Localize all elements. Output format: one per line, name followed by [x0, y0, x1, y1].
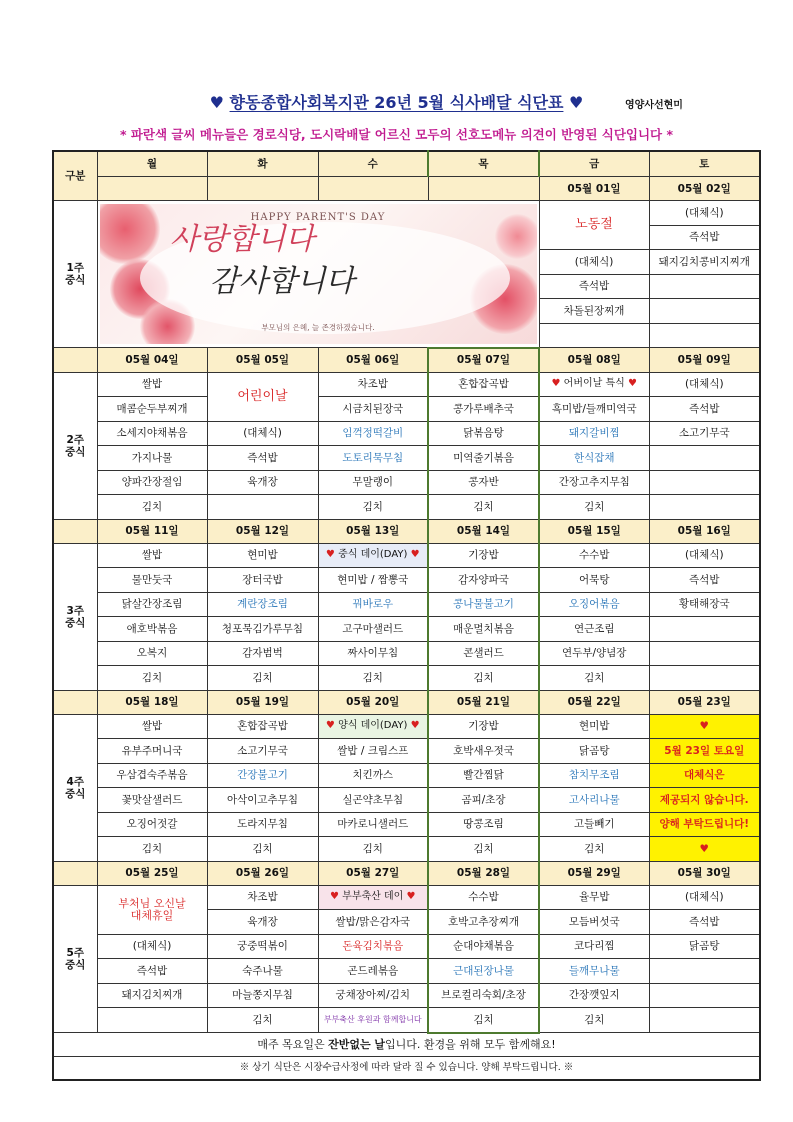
menu-item: 궁중떡볶이 [207, 934, 318, 959]
date-spacer [53, 348, 97, 373]
menu-item: 감자범벅 [207, 641, 318, 666]
menu-item: 현미밥 / 짬뽕국 [318, 568, 428, 593]
menu-item: (대체식) [649, 885, 760, 910]
menu-item: 오징어볶음 [539, 592, 649, 617]
footer-disclaimer: ※ 상기 식단은 시장수급사정에 따라 달라 질 수 있습니다. 양해 부탁드립니다. ※ [53, 1056, 760, 1080]
menu-item: (대체식) [539, 250, 649, 275]
date-cell [318, 177, 428, 201]
menu-item [97, 1008, 207, 1033]
menu-item: 육개장 [207, 470, 318, 495]
menu-item: 김치 [207, 666, 318, 691]
menu-item: 김치 [428, 666, 539, 691]
date-cell: 05월 23일 [649, 690, 760, 714]
menu-item: 김치 [539, 837, 649, 862]
week-label: 5주 중식 [53, 885, 97, 1033]
menu-item: 근대된장나물 [428, 959, 539, 984]
menu-item: 즉석밥 [539, 274, 649, 299]
menu-item: 닭살간장조림 [97, 592, 207, 617]
menu-item: 호박새우젓국 [428, 739, 539, 764]
menu-item: 호박고추장찌개 [428, 910, 539, 935]
date-cell: 05월 02일 [649, 177, 760, 201]
menu-item: 실곤약초무침 [318, 788, 428, 813]
menu-item: 브로컬리숙회/초장 [428, 983, 539, 1008]
week-label: 1주 중식 [53, 201, 97, 348]
date-cell: 05월 08일 [539, 348, 649, 373]
menu-item: 고구마샐러드 [318, 617, 428, 642]
menu-item: 고사리나물 [539, 788, 649, 813]
menu-item: 모듬버섯국 [539, 910, 649, 935]
menu-item: 차조밥 [318, 372, 428, 397]
header-day-wed: 수 [318, 151, 428, 177]
menu-item: 유부주머니국 [97, 739, 207, 764]
date-cell: 05월 16일 [649, 519, 760, 543]
date-cell: 05월 13일 [318, 519, 428, 543]
menu-item: 김치 [318, 837, 428, 862]
menu-item: (대체식) [97, 934, 207, 959]
menu-item: 닭볶음탕 [428, 421, 539, 446]
menu-item: 기장밥 [428, 543, 539, 568]
date-cell [207, 177, 318, 201]
date-cell: 05월 07일 [428, 348, 539, 373]
menu-item: 즉석밥 [649, 568, 760, 593]
menu-item: 콘샐러드 [428, 641, 539, 666]
menu-item: 김치 [428, 495, 539, 520]
menu-item: 간장불고기 [207, 763, 318, 788]
menu-item: 닭곰탕 [539, 739, 649, 764]
menu-item [649, 617, 760, 642]
menu-item: 순대야채볶음 [428, 934, 539, 959]
menu-item: 짜사이무침 [318, 641, 428, 666]
menu-item: 차조밥 [207, 885, 318, 910]
menu-item [649, 274, 760, 299]
menu-item: (대체식) [649, 543, 760, 568]
menu-item: 빨간찜닭 [428, 763, 539, 788]
menu-item: 김치 [97, 837, 207, 862]
date-cell: 05월 28일 [428, 861, 539, 885]
menu-item [649, 1008, 760, 1033]
menu-item: 오징어젓갈 [97, 812, 207, 837]
menu-item: (대체식) [649, 201, 760, 226]
menu-item: 애호박볶음 [97, 617, 207, 642]
menu-item: 혼합잡곡밥 [428, 372, 539, 397]
menu-item: 연두부/양념장 [539, 641, 649, 666]
menu-item: 혼합잡곡밥 [207, 714, 318, 739]
menu-item: 궁채장아찌/김치 [318, 983, 428, 1008]
date-cell: 05월 12일 [207, 519, 318, 543]
heart-icon: ♥ [569, 93, 584, 112]
date-cell: 05월 27일 [318, 861, 428, 885]
date-cell: 05월 05일 [207, 348, 318, 373]
menu-item: 코다리찜 [539, 934, 649, 959]
menu-item [649, 446, 760, 471]
menu-item: 김치 [428, 837, 539, 862]
date-cell: 05월 09일 [649, 348, 760, 373]
menu-item: 양파간장절임 [97, 470, 207, 495]
menu-item [649, 959, 760, 984]
menu-item [649, 495, 760, 520]
menu-item: 간장깻잎지 [539, 983, 649, 1008]
heart-icon: ♥ [649, 837, 760, 862]
date-cell: 05월 04일 [97, 348, 207, 373]
subtitle: * 파란색 글씨 메뉴들은 경로식당, 도시락배달 어르신 모두의 선호도메뉴 의견이 반영된 식단입니다 * [119, 127, 674, 142]
menu-item: 수수밥 [539, 543, 649, 568]
menu-item: 땅콩조림 [428, 812, 539, 837]
special-day-label: ♥ 양식 데이(DAY) ♥ [318, 714, 428, 739]
menu-item: 매운멸치볶음 [428, 617, 539, 642]
menu-item: 도라지무침 [207, 812, 318, 837]
header-day-sat: 토 [649, 151, 760, 177]
menu-item: 치킨까스 [318, 763, 428, 788]
week-label: 3주 중식 [53, 543, 97, 690]
menu-item: 물만둣국 [97, 568, 207, 593]
date-cell: 05월 06일 [318, 348, 428, 373]
week-label: 4주 중식 [53, 714, 97, 861]
menu-item: 황태해장국 [649, 592, 760, 617]
date-cell: 05월 29일 [539, 861, 649, 885]
menu-item: 즉석밥 [649, 225, 760, 250]
banner-foot: 부모님의 은혜, 늘 존경하겠습니다. [261, 322, 375, 332]
menu-item: 현미밥 [207, 543, 318, 568]
menu-item: 소세지야채볶음 [97, 421, 207, 446]
menu-item: 돼지갈비찜 [539, 421, 649, 446]
menu-item: 김치 [97, 666, 207, 691]
menu-item: 현미밥 [539, 714, 649, 739]
menu-item: 가지나물 [97, 446, 207, 471]
special-day-label: ♥ 부부축산 데이 ♥ [318, 885, 428, 910]
menu-item: 콩나물불고기 [428, 592, 539, 617]
menu-item: 들깨무나물 [539, 959, 649, 984]
menu-item: 콩자반 [428, 470, 539, 495]
header-day-fri: 금 [539, 151, 649, 177]
menu-item: 연근조림 [539, 617, 649, 642]
week-label: 2주 중식 [53, 372, 97, 519]
menu-item: 김치 [318, 495, 428, 520]
date-cell: 05월 25일 [97, 861, 207, 885]
menu-item: 흑미밥/들깨미역국 [539, 397, 649, 422]
menu-item: (대체식) [207, 421, 318, 446]
date-cell: 05월 30일 [649, 861, 760, 885]
menu-item: 꿔바로우 [318, 592, 428, 617]
date-spacer [53, 861, 97, 885]
menu-item: 즉석밥 [207, 446, 318, 471]
heart-icon: ♥ [209, 93, 224, 112]
banner-line1: 사랑합니다 [169, 221, 315, 257]
menu-item: 김치 [539, 495, 649, 520]
menu-item: 오복지 [97, 641, 207, 666]
header-day-thu: 목 [428, 151, 539, 177]
menu-item: 마카로니샐러드 [318, 812, 428, 837]
menu-item [649, 641, 760, 666]
menu-item: 김치 [97, 495, 207, 520]
menu-item: 김치 [207, 1008, 318, 1033]
menu-item: 김치 [318, 666, 428, 691]
menu-item: 참치무조림 [539, 763, 649, 788]
menu-item: 수수밥 [428, 885, 539, 910]
menu-item: 장터국밥 [207, 568, 318, 593]
menu-item [649, 983, 760, 1008]
menu-item [207, 495, 318, 520]
notice-text: 대체식은 [649, 763, 760, 788]
menu-item: 쌀밥 [97, 714, 207, 739]
menu-item: 곤드레볶음 [318, 959, 428, 984]
menu-item: 소고기무국 [649, 421, 760, 446]
menu-item: 한식잡채 [539, 446, 649, 471]
footer-notice: 매주 목요일은 잔반없는 날입니다. 환경을 위해 모두 함께해요! [53, 1033, 760, 1057]
menu-item: 돼지김치찌개 [97, 983, 207, 1008]
menu-item: 계란장조림 [207, 592, 318, 617]
banner-line2: 감사합니다 [209, 263, 355, 299]
date-cell: 05월 01일 [539, 177, 649, 201]
date-cell: 05월 15일 [539, 519, 649, 543]
menu-item: 무말랭이 [318, 470, 428, 495]
date-cell: 05월 18일 [97, 690, 207, 714]
menu-item: 기장밥 [428, 714, 539, 739]
menu-item: 곰피/초장 [428, 788, 539, 813]
special-day-label: ♥ 어버이날 특식 ♥ [539, 372, 649, 397]
holiday-label: 노동절 [539, 201, 649, 250]
menu-item: 콩가루배추국 [428, 397, 539, 422]
menu-item: 고들빼기 [539, 812, 649, 837]
menu-item: 쌀밥/맑은감자국 [318, 910, 428, 935]
date-cell: 05월 21일 [428, 690, 539, 714]
special-day-label: ♥ 중식 데이(DAY) ♥ [318, 543, 428, 568]
date-spacer [53, 519, 97, 543]
date-cell [428, 177, 539, 201]
menu-item: 돼지김치콩비지찌개 [649, 250, 760, 275]
menu-item: 즉석밥 [649, 397, 760, 422]
notice-text: 5월 23일 토요일 [649, 739, 760, 764]
menu-item: 숙주나물 [207, 959, 318, 984]
date-spacer [53, 690, 97, 714]
menu-item: 꽃맛살샐러드 [97, 788, 207, 813]
menu-item: 도토리묵무침 [318, 446, 428, 471]
menu-item: 마늘쫑지무침 [207, 983, 318, 1008]
menu-item: 임꺽정떡갈비 [318, 421, 428, 446]
menu-item: 육개장 [207, 910, 318, 935]
menu-item: 차돌된장찌개 [539, 299, 649, 324]
menu-item: 어묵탕 [539, 568, 649, 593]
menu-item: 김치 [539, 666, 649, 691]
menu-item: 쌀밥 [97, 372, 207, 397]
menu-item: 간장고추지무침 [539, 470, 649, 495]
menu-item: 소고기무국 [207, 739, 318, 764]
menu-item: 율무밥 [539, 885, 649, 910]
parents-day-banner [97, 201, 539, 348]
menu-item: 즉석밥 [97, 959, 207, 984]
header-gubun: 구분 [53, 151, 97, 201]
menu-item [649, 470, 760, 495]
date-cell: 05월 26일 [207, 861, 318, 885]
date-cell: 05월 11일 [97, 519, 207, 543]
menu-item [649, 323, 760, 348]
date-cell: 05월 19일 [207, 690, 318, 714]
menu-item: 감자양파국 [428, 568, 539, 593]
menu-item: 미역줄기볶음 [428, 446, 539, 471]
notice-text: 양해 부탁드립니다! [649, 812, 760, 837]
menu-item [649, 299, 760, 324]
menu-item: 닭곰탕 [649, 934, 760, 959]
heart-icon: ♥ [649, 714, 760, 739]
menu-item [539, 323, 649, 348]
sponsor-note: 부부축산 후원과 함께합니다 [318, 1008, 428, 1033]
date-cell: 05월 20일 [318, 690, 428, 714]
menu-item: 김치 [207, 837, 318, 862]
menu-item: 김치 [539, 1008, 649, 1033]
menu-item: 아삭이고추무침 [207, 788, 318, 813]
menu-item: 시금치된장국 [318, 397, 428, 422]
menu-item: 돈육김치볶음 [318, 934, 428, 959]
menu-item: 즉석밥 [649, 910, 760, 935]
menu-table [52, 150, 761, 1081]
title-text: 향동종합사회복지관 26년 5월 식사배달 식단표 [229, 93, 564, 112]
banner-caption: HAPPY PARENT'S DAY [250, 211, 386, 223]
author-label: 영양사선현미 [625, 100, 683, 111]
header-day-tue: 화 [207, 151, 318, 177]
date-cell: 05월 14일 [428, 519, 539, 543]
menu-item: (대체식) [649, 372, 760, 397]
menu-item [649, 666, 760, 691]
menu-item: 우삼겹숙주볶음 [97, 763, 207, 788]
menu-item: 김치 [428, 1008, 539, 1033]
menu-item: 쌀밥 / 크림스프 [318, 739, 428, 764]
date-cell [97, 177, 207, 201]
menu-item: 쌀밥 [97, 543, 207, 568]
date-cell: 05월 22일 [539, 690, 649, 714]
holiday-label: 어린이날 [207, 372, 318, 421]
menu-item: 청포묵김가루무침 [207, 617, 318, 642]
notice-text: 제공되지 않습니다. [649, 788, 760, 813]
menu-item: 매콤순두부찌개 [97, 397, 207, 422]
header-day-mon: 월 [97, 151, 207, 177]
holiday-label: 부처님 오신날 대체휴일 [97, 885, 207, 934]
